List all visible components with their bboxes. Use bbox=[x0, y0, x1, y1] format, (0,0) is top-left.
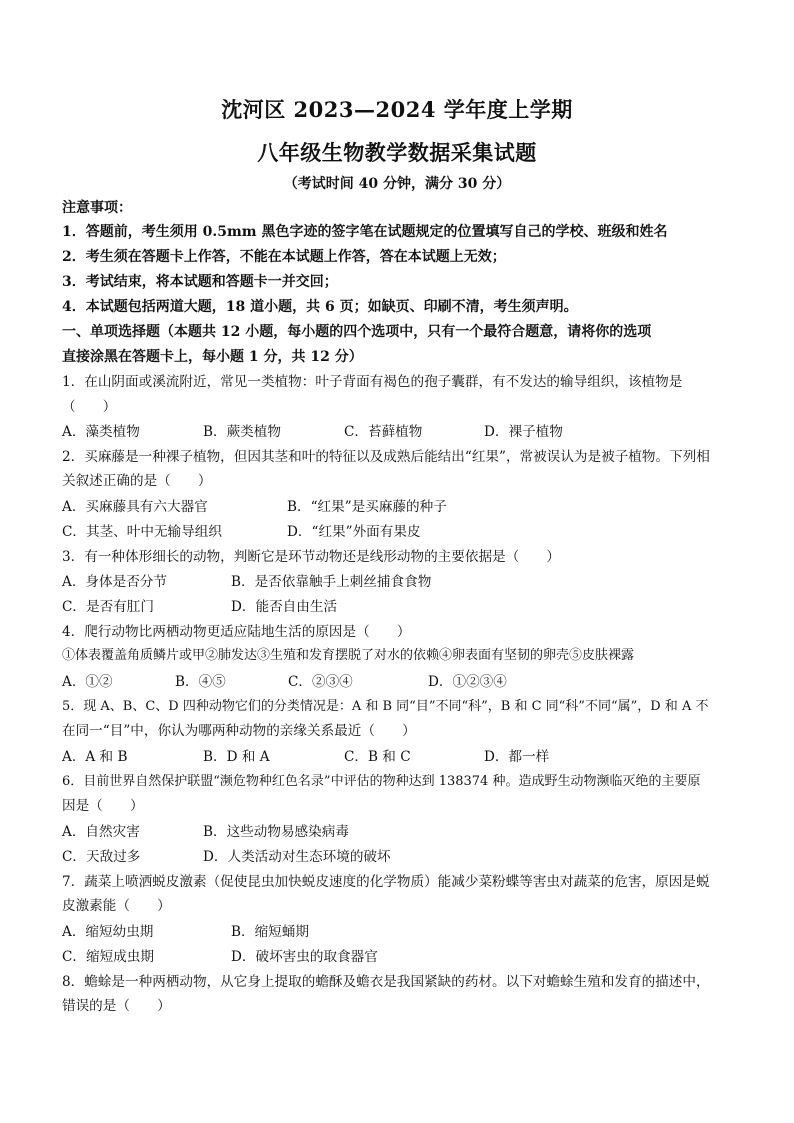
question-7-text-cont: 皮激素能（ ） bbox=[62, 898, 171, 914]
exam-info: （考试时间 40 分钟，满分 30 分） bbox=[283, 176, 511, 192]
q3-option-a: A．身体是否分节 bbox=[62, 574, 167, 590]
question-2-text-cont: 关叙述正确的是（ ） bbox=[62, 473, 212, 489]
q1-option-a: A．藻类植物 bbox=[62, 424, 140, 440]
q3-option-d: D．能否自由生活 bbox=[231, 599, 338, 615]
q6-option-a: A．自然灾害 bbox=[62, 824, 140, 840]
section1-heading-line1: 一、单项选择题（本题共 12 小题，每小题的四个选项中，只有一个最符合题意，请将你的选项 bbox=[62, 324, 652, 340]
q4-option-c: C．②③④ bbox=[288, 674, 353, 690]
q5-option-d: D．都一样 bbox=[484, 749, 550, 765]
exam-title-line2: 八年级生物教学数据采集试题 bbox=[257, 140, 537, 165]
exam-title-line1: 沈河区 2023—2024 学年度上学期 bbox=[221, 97, 573, 122]
question-6-text-cont: 因是（ ） bbox=[62, 798, 144, 814]
q7-option-c: C．缩短成虫期 bbox=[62, 949, 154, 965]
q5-option-a: A．A 和 B bbox=[62, 749, 128, 765]
q2-option-c: C．其茎、叶中无输导组织 bbox=[62, 524, 222, 540]
question-5-text: 5．现 A、B、C、D 四种动物它们的分类情况是：A 和 B 同“目”不同“科”，B 和 C 同“科”不同“属”，D 和 A 不 bbox=[62, 699, 709, 714]
question-1-blank: （ ） bbox=[62, 399, 117, 415]
q6-option-d: D．人类活动对生态环境的破坏 bbox=[203, 849, 391, 865]
q3-option-c: C．是否有肛门 bbox=[62, 599, 154, 615]
q1-option-d: D．裸子植物 bbox=[484, 424, 563, 440]
q5-option-b: B．D 和 A bbox=[203, 749, 270, 765]
q7-option-b: B．缩短蛹期 bbox=[231, 924, 309, 940]
question-6-text: 6．目前世界自然保护联盟“濒危物种红色名录”中评估的物种达到 138374 种。造成野生动物濒临灭绝的主要原 bbox=[62, 774, 701, 789]
q4-option-b: B．④⑤ bbox=[175, 674, 226, 690]
note-item-3: 3．考试结束，将本试题和答题卡一并交回； bbox=[62, 274, 338, 290]
question-1-text: 1．在山阴面或溪流附近，常见一类植物：叶子背面有褐色的孢子囊群，有不发达的输导组织，该植物是 bbox=[62, 374, 683, 390]
q1-option-c: C．苔藓植物 bbox=[344, 424, 423, 440]
question-7-text: 7．蔬菜上喷洒蜕皮激素（促使昆虫加快蜕皮速度的化学物质）能减少菜粉蝶等害虫对蔬菜的危害，原因是蜕 bbox=[62, 874, 710, 890]
question-2-text: 2．买麻藤是一种裸子植物，但因其茎和叶的特征以及成熟后能结出“红果”，常被误认为是被子植物。下列相 bbox=[62, 449, 710, 465]
question-8-text: 8．蟾蜍是一种两栖动物，从它身上提取的蟾酥及蟾衣是我国紧缺的药材。以下对蟾蜍生殖和发育的描述中， bbox=[62, 974, 710, 990]
question-4-text: 4．爬行动物比两栖动物更适应陆地生活的原因是（ ） bbox=[62, 624, 411, 640]
note-item-2: 2．考生须在答题卡上作答，不能在本试题上作答，答在本试题上无效； bbox=[62, 249, 506, 265]
q7-option-d: D．破坏害虫的取食器官 bbox=[231, 949, 378, 965]
q2-option-d: D．“红果”外面有果皮 bbox=[287, 524, 421, 540]
q5-option-c: C．B 和 C bbox=[344, 749, 411, 765]
notes-heading: 注意事项： bbox=[62, 200, 132, 216]
q2-option-a: A．买麻藤具有六大器官 bbox=[62, 499, 208, 515]
q1-option-b: B．蕨类植物 bbox=[203, 424, 281, 440]
q6-option-c: C．天敌过多 bbox=[62, 849, 141, 865]
q4-option-a: A．①② bbox=[62, 674, 113, 690]
question-5-text-cont: 在同一“目”中，你认为哪两种动物的亲缘关系最近（ ） bbox=[62, 723, 416, 739]
question-3-text: 3．有一种体形细长的动物，判断它是环节动物还是线形动物的主要依据是（ ） bbox=[62, 549, 561, 565]
section1-heading-line2: 直接涂黑在答题卡上，每小题 1 分，共 12 分） bbox=[62, 349, 363, 365]
q2-option-b: B．“红果”是买麻藤的种子 bbox=[287, 499, 447, 515]
q7-option-a: A．缩短幼虫期 bbox=[62, 924, 154, 940]
question-8-text-cont: 错误的是（ ） bbox=[62, 998, 171, 1014]
note-item-4: 4．本试题包括两道大题，18 道小题，共 6 页；如缺页、印刷不清，考生须声明。 bbox=[62, 299, 578, 315]
q4-option-d: D．①②③④ bbox=[428, 674, 507, 690]
question-4-statements: ①体表覆盖角质鳞片或甲②肺发达③生殖和发育摆脱了对水的依赖④卵表面有坚韧的卵壳⑤皮肤裸露 bbox=[62, 648, 635, 663]
q3-option-b: B．是否依靠触手上刺丝捕食食物 bbox=[231, 574, 432, 590]
q6-option-b: B．这些动物易感染病毒 bbox=[203, 824, 349, 840]
note-item-1: 1．答题前，考生须用 0.5mm 黑色字迹的签字笔在试题规定的位置填写自己的学校、班级和姓名 bbox=[62, 224, 668, 240]
